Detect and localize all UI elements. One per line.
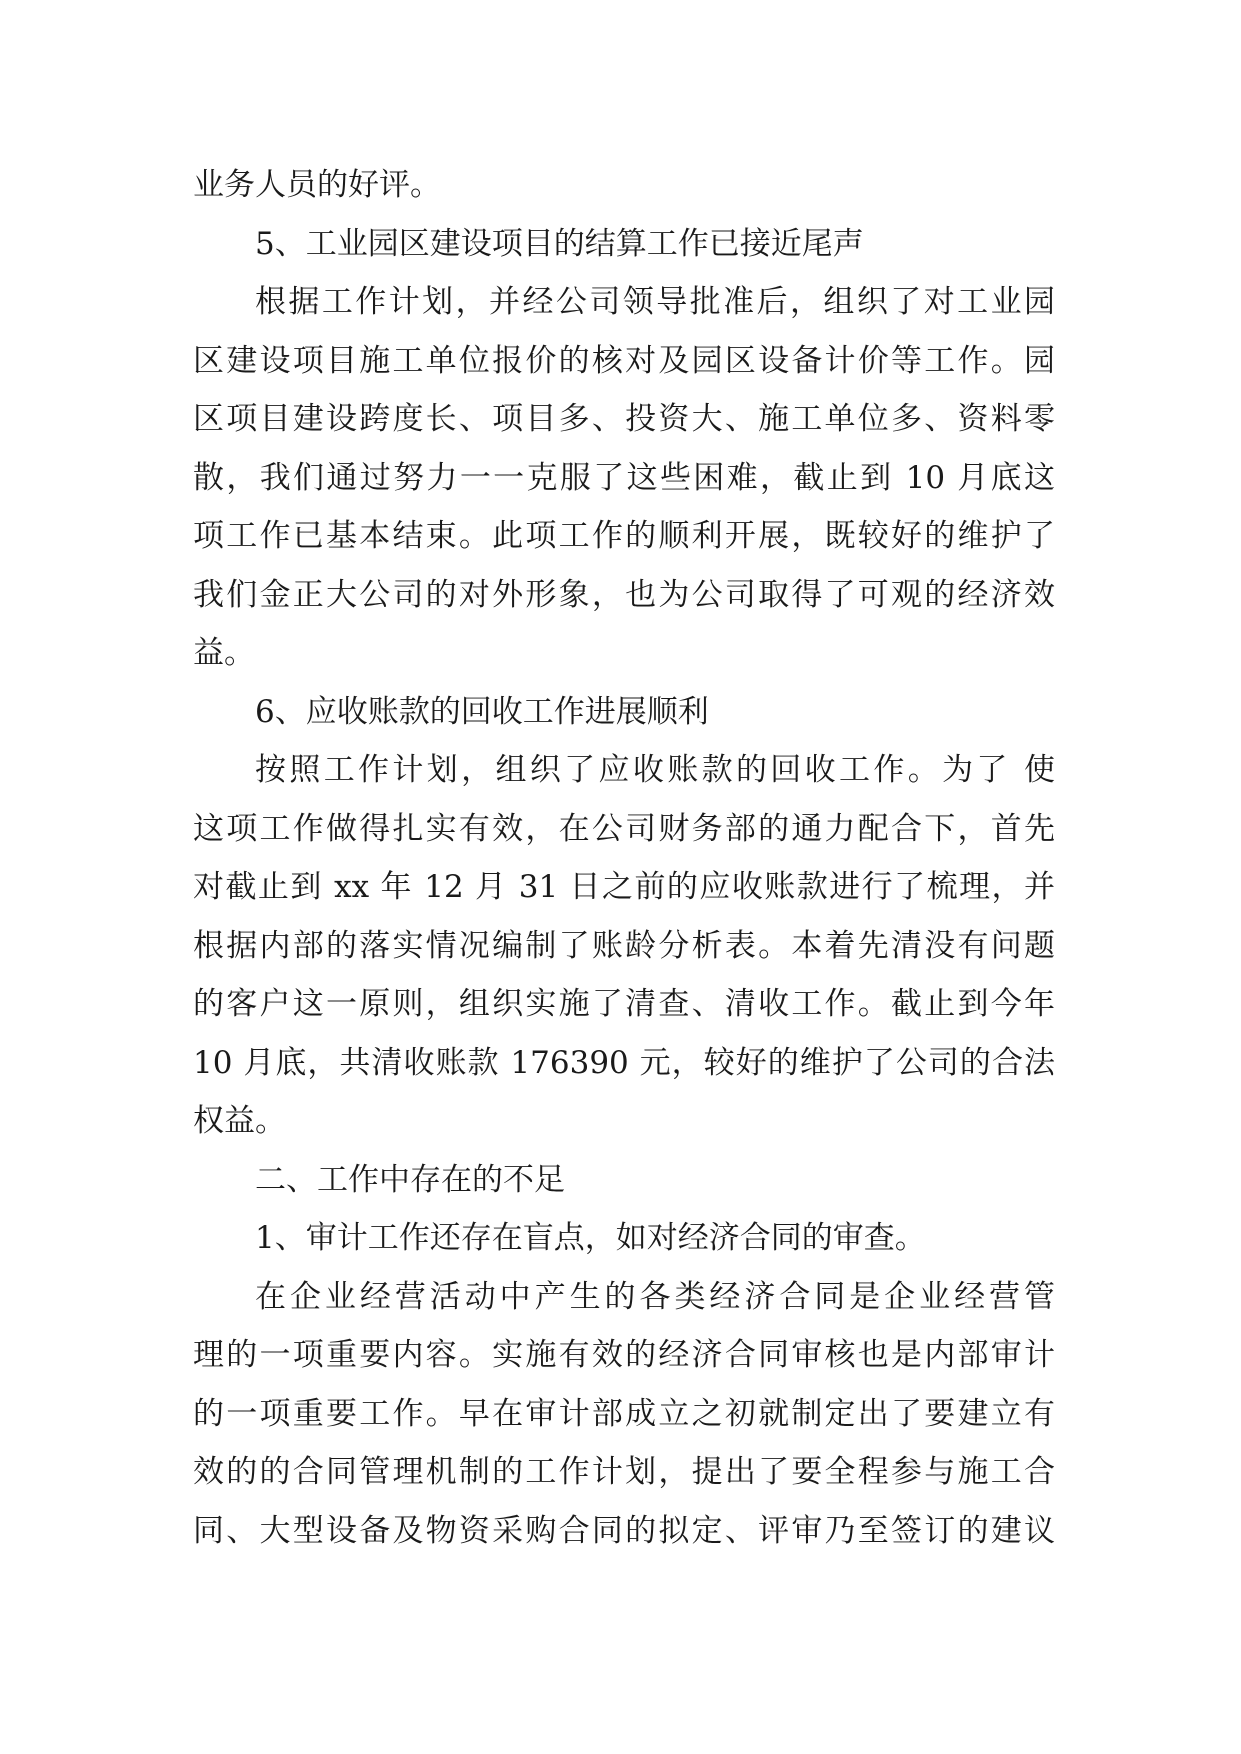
section-heading-2: 二、工作中存在的不足 [255, 1162, 565, 1198]
paragraph-line: 效的的合同管理机制的工作计划，提出了要全程参与施工合 [193, 1454, 1055, 1490]
paragraph-line: 理的一项重要内容。实施有效的经济合同审核也是内部审计 [193, 1337, 1055, 1373]
paragraph-line: 业务人员的好评。 [193, 167, 441, 203]
paragraph-line: 对截止到 xx 年 12 月 31 日之前的应收账款进行了梳理，并 [193, 869, 1055, 905]
section-heading-5: 5、工业园区建设项目的结算工作已接近尾声 [255, 226, 864, 262]
paragraph-line: 在企业经营活动中产生的各类经济合同是企业经营管 [255, 1279, 1055, 1315]
section-heading-6: 6、应收账款的回收工作进展顺利 [255, 694, 709, 730]
paragraph-line: 权益。 [193, 1103, 286, 1139]
paragraph-line: 区建设项目施工单位报价的核对及园区设备计价等工作。园 [193, 343, 1055, 379]
paragraph-line: 益。 [193, 635, 255, 671]
paragraph-line: 根据工作计划，并经公司领导批准后，组织了对工业园 [255, 284, 1055, 320]
paragraph-line: 的一项重要工作。早在审计部成立之初就制定出了要建立有 [193, 1396, 1055, 1432]
subsection-heading-1: 1、审计工作还存在盲点，如对经济合同的审查。 [255, 1220, 926, 1256]
paragraph-line: 的客户这一原则，组织实施了清查、清收工作。截止到今年 [193, 986, 1055, 1022]
paragraph-line: 根据内部的落实情况编制了账龄分析表。本着先清没有问题 [193, 928, 1055, 964]
paragraph-line: 区项目建设跨度长、项目多、投资大、施工单位多、资料零 [193, 401, 1055, 437]
paragraph-line: 散，我们通过努力一一克服了这些困难，截止到 10 月底这 [193, 460, 1055, 496]
paragraph-line: 10 月底，共清收账款 176390 元，较好的维护了公司的合法 [193, 1045, 1055, 1081]
paragraph-line: 这项工作做得扎实有效，在公司财务部的通力配合下，首先 [193, 811, 1055, 847]
paragraph-line: 项工作已基本结束。此项工作的顺利开展，既较好的维护了 [193, 518, 1055, 554]
paragraph-line: 我们金正大公司的对外形象，也为公司取得了可观的经济效 [193, 577, 1055, 613]
paragraph-line: 按照工作计划，组织了应收账款的回收工作。为了 使 [255, 752, 1055, 788]
paragraph-line: 同、大型设备及物资采购合同的拟定、评审乃至签订的建议 [193, 1513, 1055, 1549]
